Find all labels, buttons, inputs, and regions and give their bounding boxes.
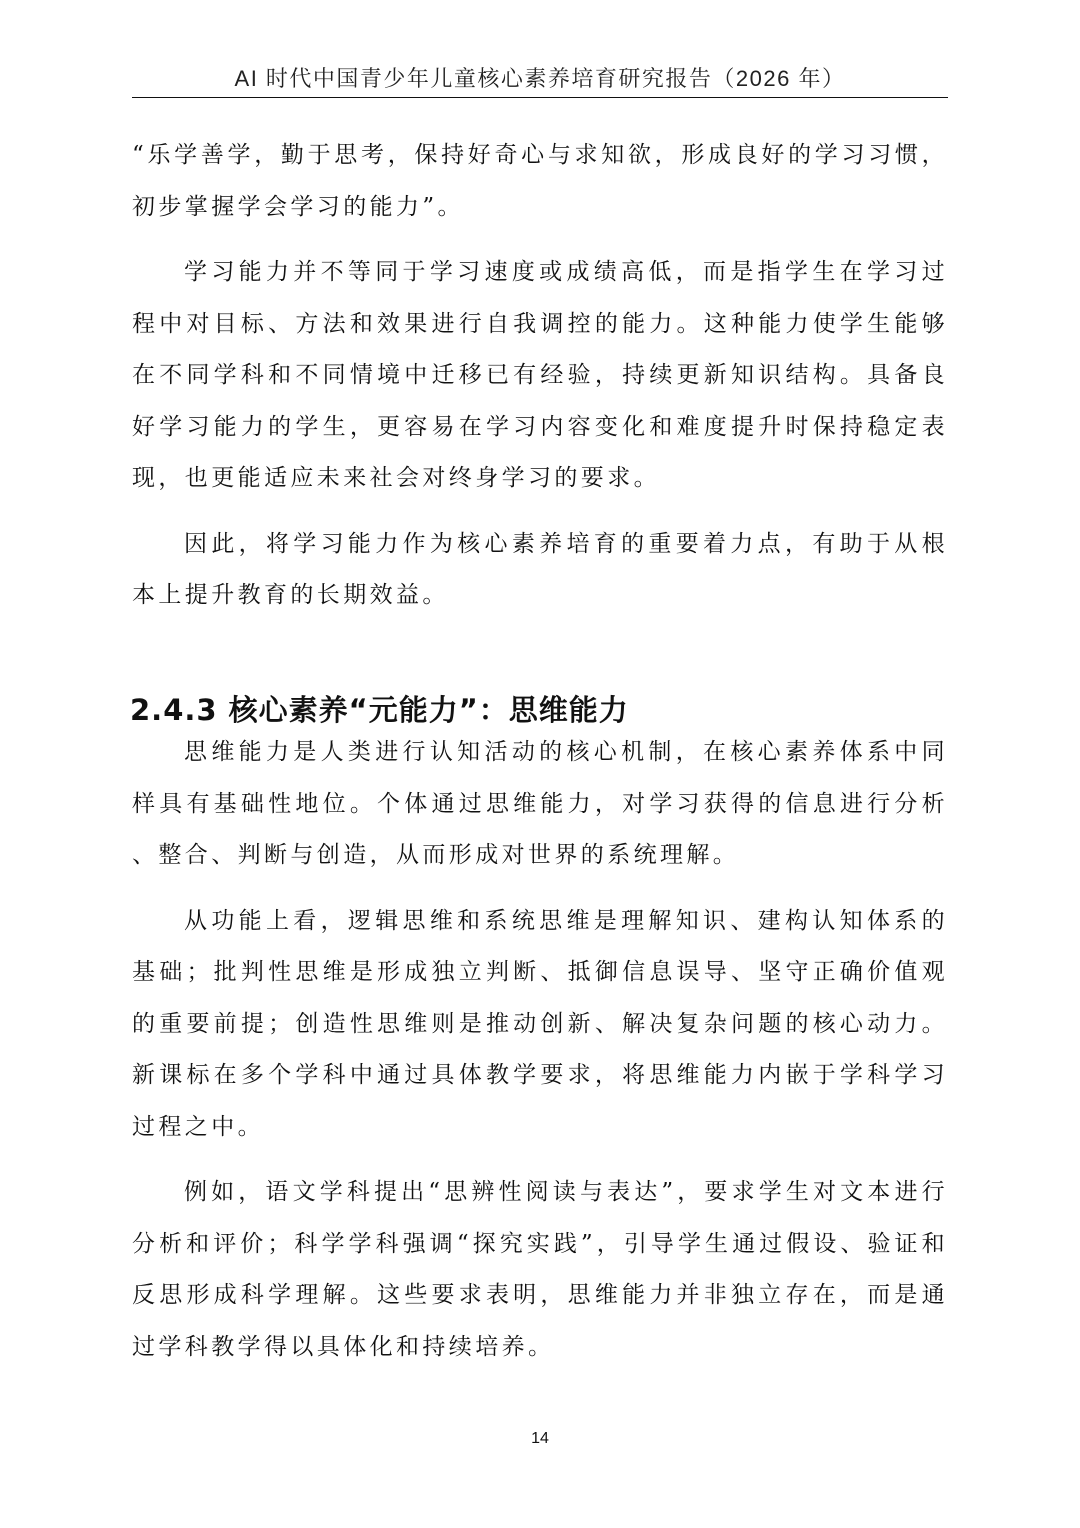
paragraph-continuation: “乐学善学，勤于思考，保持好奇心与求知欲，形成良好的学习习惯，初步掌握学会学习的能力”。: [132, 142, 948, 220]
section-heading: 2.4.3 核心素养“元能力”：思维能力: [130, 693, 629, 727]
paragraph-function: 从功能上看，逻辑思维和系统思维是理解知识、建构认知体系的基础；批判性思维是形成独立判断、抵御信息误导、坚守正确价值观的重要前提；创造性思维则是推动创新、解决复杂问题的核心动力。新课标在多个学科中通过具体教学要求，将思维能力内嵌于学科学习过程之中。: [132, 907, 948, 1140]
body-text-top: [132, 130, 948, 636]
paragraph-conclusion: 因此，将学习能力作为核心素养培育的重要着力点，有助于从根本上提升教育的长期效益。: [132, 530, 948, 608]
paragraph-thinking-ability: 思维能力是人类进行认知活动的核心机制，在核心素养体系中同样具有基础性地位。个体通过思维能力，对学习获得的信息进行分析、整合、判断与创造，从而形成对世界的系统理解。: [132, 739, 948, 868]
running-header: AI 时代中国青少年儿童核心素养培育研究报告（2026 年）: [234, 66, 846, 91]
page-number: 14: [531, 1430, 549, 1447]
body-text-bottom: [132, 727, 948, 1387]
paragraph-example: 例如，语文学科提出“思辨性阅读与表达”，要求学生对文本进行分析和评价；科学学科强调“探究实践”，引导学生通过假设、验证和反思形成科学理解。这些要求表明，思维能力并非独立存在，而是通过学科教学得以具体化和持续培养。: [132, 1179, 948, 1360]
header-rule: [132, 97, 948, 98]
paragraph-learning-ability: 学习能力并不等同于学习速度或成绩高低，而是指学生在学习过程中对目标、方法和效果进行自我调控的能力。这种能力使学生能够在不同学科和不同情境中迁移已有经验，持续更新知识结构。具备良好学习能力的学生，更容易在学习内容变化和难度提升时保持稳定表现，也更能适应未来社会对终身学习的要求。: [132, 259, 948, 491]
